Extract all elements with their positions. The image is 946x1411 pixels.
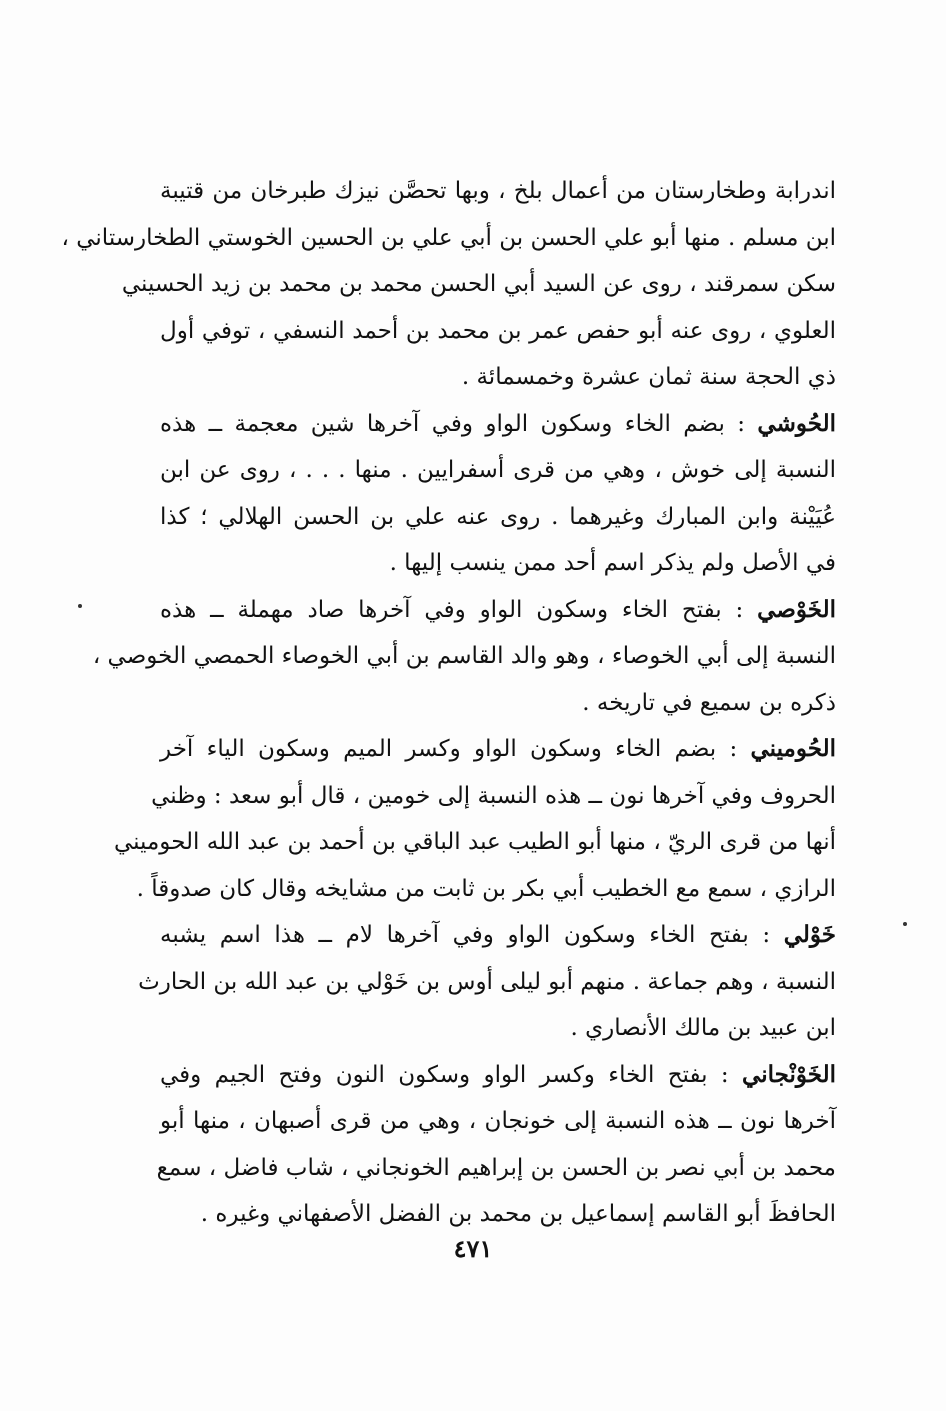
text-line: ذي الحجة سنة ثمان عشرة وخمسمائة .	[461, 364, 836, 390]
text-line: الحروف وفي آخرها نون ــ هذه النسبة إلى خومين ، قال أبو سعد : وظني	[151, 782, 836, 809]
entry-heading: الحُوشي	[757, 409, 836, 437]
entry-text: : بفتح الخاء وسكون الواو وفي آخرها صاد مهملة ــ هذه	[160, 596, 758, 623]
text-line: النسبة إلى خوش ، وهي من قرى أسفرايين . منها . . . ، روى عن ابن	[160, 457, 836, 483]
entry-heading: الخَوْنْجاني	[742, 1060, 836, 1088]
text-line: الرازي ، سمع مع الخطيب أبي بكر بن ثابت من مشايخه وقال كان صدوقاً .	[136, 875, 836, 902]
text-line: ابن عبيد بن مالك الأنصاري .	[570, 1015, 836, 1041]
text-line: ذكره بن سميع في تاريخه .	[582, 689, 836, 716]
text-line: عُيَيْنة وابن المبارك وغيرهما . روى عنه علي بن الحسن الهلالي ؛ كذا	[160, 503, 836, 530]
text-line: أنها من قرى الريّ ، منها أبو الطيب عبد الباقي بن أحمد بن عبد الله الحوميني	[113, 829, 836, 855]
entry-heading: الخَوْصي	[757, 595, 836, 623]
text-line: النسبة إلى أبي الخوصاء ، وهو والد القاسم بن أبي الخوصاء الحمصي الخوصي ،	[92, 643, 836, 669]
scan-speck	[78, 604, 82, 608]
text-line: الحافظَ أبو القاسم إسماعيل بن محمد بن الفضل الأصفهاني وغيره .	[200, 1201, 836, 1227]
entry-text: : بفتح الخاء وسكون الواو وفي آخرها لام ــ هذا اسم يشبه	[160, 922, 784, 948]
scan-speck	[903, 922, 907, 926]
text-line: في الأصل ولم يذكر اسم أحد ممن ينسب إليها .	[389, 550, 836, 576]
text-line: النسبة ، وهم جماعة . منهم أبو ليلى أوس بن خَوْلي بن عبد الله بن الحارث	[138, 968, 836, 995]
entry-heading: الحُوميني	[750, 735, 836, 762]
entry-text: : بضم الخاء وسكون الواو وفي آخرها شين معجمة ــ هذه	[160, 410, 758, 437]
text-line: اندرابة وطخارستان من أعمال بلخ ، وبها تحصَّن نيزك طبرخان من قتيبة	[160, 178, 836, 204]
body-text	[61, 168, 836, 1238]
entry-heading: خَوْلي	[783, 921, 836, 948]
entry-line	[160, 726, 836, 773]
entry-line	[160, 401, 836, 448]
entry-line	[160, 587, 836, 634]
text-line: ابن مسلم . منها أبو علي الحسن بن أبي علي بن الحسين الخوستي الطخارستاني ،	[61, 224, 836, 251]
entry-line	[160, 1052, 836, 1099]
page-number: ٤٧١	[453, 1234, 493, 1263]
entry-text: : بضم الخاء وسكون الواو وكسر الميم وسكون الياء آخر	[160, 736, 751, 762]
text-line: آخرها نون ــ هذه النسبة إلى خونجان ، وهي من قرى أصبهان ، منها أبو	[160, 1108, 836, 1134]
text-line: محمد بن أبي نصر بن الحسن بن إبراهيم الخونجاني ، شاب فاضل ، سمع	[156, 1154, 836, 1181]
text-line: سكن سمرقند ، روى عن السيد أبي الحسن محمد بن محمد بن زيد الحسيني	[121, 271, 836, 297]
entry-line	[160, 912, 836, 959]
text-line: العلوي ، روى عنه أبو حفص عمر بن محمد بن أحمد النسفي ، توفي أول	[160, 317, 836, 344]
entry-text: : بفتح الخاء وكسر الواو وسكون النون وفتح الجيم وفي	[160, 1061, 743, 1088]
